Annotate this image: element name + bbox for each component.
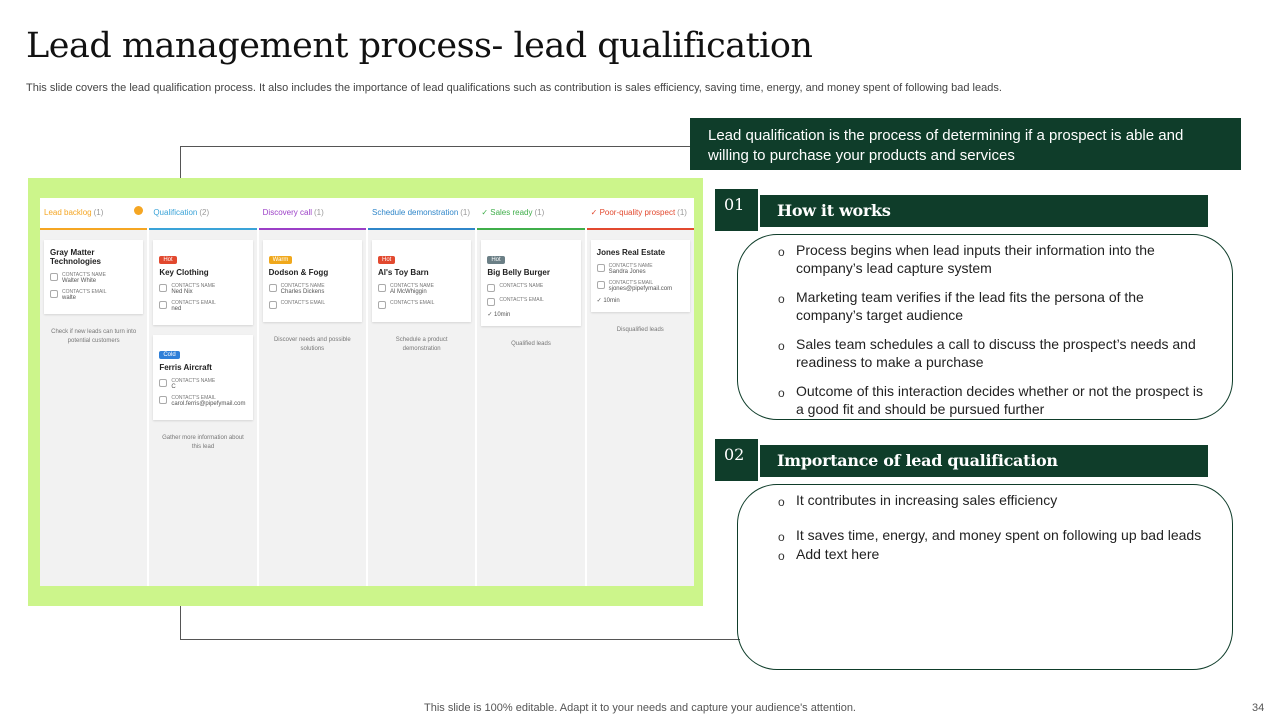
kanban-column	[477, 198, 586, 586]
field-content	[281, 300, 325, 306]
field-content	[171, 300, 215, 312]
field-label: CONTACT'S EMAIL	[62, 289, 107, 295]
connector-line-top	[180, 146, 692, 180]
contact-icon	[269, 301, 277, 309]
contact-icon	[159, 284, 167, 292]
card-field	[159, 300, 246, 312]
field-label: CONTACT'S EMAIL	[171, 395, 216, 401]
field-label: CONTACT'S EMAIL	[171, 300, 216, 306]
column-count: (1)	[677, 208, 687, 217]
card-field	[378, 300, 465, 309]
connector-line-bottom	[180, 604, 740, 640]
column-title: Schedule demonstration	[371, 208, 459, 217]
contact-icon	[378, 284, 386, 292]
column-note: Schedule a product demonstration	[395, 337, 448, 352]
list-item: o Add text here	[778, 545, 1208, 563]
contact-icon	[487, 298, 495, 306]
section-heading-how-it-works: How it works	[760, 195, 1208, 227]
field-content	[62, 289, 106, 301]
column-header[interactable]	[40, 198, 147, 230]
field-content	[171, 378, 215, 390]
footer-note: This slide is 100% editable. Adapt it to your needs and capture your audience's attention.	[424, 702, 856, 714]
field-content	[609, 263, 653, 275]
how-it-works-list	[737, 234, 1233, 420]
priority-badge: Hot	[378, 256, 395, 264]
card-field	[50, 289, 137, 301]
field-content	[390, 283, 434, 295]
card-field	[378, 283, 465, 295]
list-item: o Sales team schedules a call to discuss the prospect’s needs and readiness to make a purchase	[778, 335, 1208, 371]
column-header[interactable]	[259, 198, 366, 230]
kanban-column	[149, 198, 258, 586]
field-content	[281, 283, 325, 295]
kanban-column	[587, 198, 694, 586]
field-value: walte	[62, 295, 77, 301]
section-number-02: 02	[715, 439, 758, 481]
list-item: o Outcome of this interaction decides whether or not the prospect is a good fit and should be pursued further	[778, 382, 1208, 418]
page-number: 34	[1252, 702, 1265, 714]
contact-icon	[159, 396, 167, 404]
card-field	[159, 378, 246, 390]
field-label: CONTACT'S NAME	[499, 283, 544, 289]
column-title: ✓ Poor-quality prospect	[590, 208, 676, 217]
column-title: Discovery call	[262, 208, 312, 217]
field-label: CONTACT'S EMAIL	[499, 297, 544, 303]
field-label: CONTACT'S EMAIL	[608, 280, 654, 286]
card-field	[50, 272, 137, 284]
definition-box: Lead qualification is the process of determining if a prospect is able and willing to purchase your products and services	[690, 118, 1241, 170]
lead-card[interactable]	[481, 240, 580, 326]
card-field	[487, 297, 574, 306]
column-title: Qualification	[153, 208, 198, 217]
field-label: CONTACT'S NAME	[280, 283, 325, 289]
field-content	[171, 395, 245, 407]
column-note: Discover needs and possible solutions	[273, 337, 351, 352]
column-count: (1)	[460, 208, 471, 217]
field-value: Walter White	[62, 278, 97, 284]
card-title: Jones Real Estate	[596, 248, 666, 257]
field-value: ned	[171, 306, 182, 312]
field-content	[499, 297, 543, 303]
section-heading-importance: Importance of lead qualification	[760, 445, 1208, 477]
field-value: carol.ferris@pipefymail.com	[171, 401, 246, 407]
list-item: o Process begins when lead inputs their information into the company’s lead capture system	[778, 241, 1208, 277]
column-note: Gather more information about this lead	[162, 435, 244, 450]
field-label: CONTACT'S NAME	[171, 283, 216, 289]
add-icon[interactable]	[134, 206, 143, 215]
column-header[interactable]	[477, 198, 584, 230]
card-field	[269, 283, 356, 295]
column-note: Check if new leads can turn into potential customers	[51, 329, 137, 344]
field-content	[609, 280, 672, 292]
column-header[interactable]	[368, 198, 475, 230]
contact-icon	[50, 273, 58, 281]
column-title: Lead backlog	[44, 208, 92, 217]
field-content	[62, 272, 106, 284]
contact-icon	[159, 379, 167, 387]
kanban-column	[259, 198, 368, 586]
field-label: CONTACT'S NAME	[62, 272, 106, 278]
column-header[interactable]	[149, 198, 256, 230]
priority-badge: Hot	[487, 256, 504, 264]
card-field	[597, 280, 684, 292]
field-content	[499, 283, 543, 289]
card-field	[597, 263, 684, 275]
card-title: Ferris Aircraft	[159, 363, 212, 372]
column-title: ✓ Sales ready	[481, 208, 533, 217]
column-count: (1)	[93, 208, 104, 217]
lead-card[interactable]	[44, 240, 143, 314]
page-title: Lead management process- lead qualification	[26, 26, 813, 66]
card-title: Big Belly Burger	[487, 268, 550, 277]
priority-badge: Hot	[159, 256, 176, 264]
column-note: Disqualified leads	[616, 327, 664, 333]
field-value: C	[171, 384, 176, 390]
card-field	[159, 395, 246, 407]
kanban-board	[40, 198, 694, 586]
slide-description: This slide covers the lead qualification process. It also includes the importance of lead qualifications such as contribution is sales efficiency, saving time, energy, and money spent of following bad leads.	[26, 82, 1002, 94]
field-label: CONTACT'S NAME	[389, 283, 434, 289]
contact-icon	[597, 264, 605, 272]
section-number-01: 01	[715, 189, 758, 231]
field-value: sjones@pipefymail.com	[608, 286, 673, 292]
lead-card[interactable]	[153, 240, 252, 325]
contact-icon	[597, 281, 605, 289]
field-label: CONTACT'S EMAIL	[280, 300, 326, 306]
column-note: Qualified leads	[511, 341, 551, 347]
importance-list	[737, 484, 1233, 670]
kanban-column	[40, 198, 149, 586]
contact-icon	[159, 301, 167, 309]
lead-card[interactable]	[591, 240, 690, 312]
field-label: CONTACT'S NAME	[608, 263, 653, 269]
card-field	[487, 283, 574, 292]
column-count: (1)	[314, 208, 324, 217]
list-item: o Marketing team verifies if the lead fits the persona of the company’s target audience	[778, 288, 1208, 324]
field-content	[390, 300, 434, 306]
priority-badge: Warm	[269, 256, 293, 264]
contact-icon	[378, 301, 386, 309]
list-item: o It saves time, energy, and money spent on following up bad leads	[778, 526, 1208, 544]
column-count: (1)	[534, 208, 545, 217]
lead-card[interactable]	[153, 335, 252, 420]
field-label: CONTACT'S NAME	[171, 378, 216, 384]
card-title: Dodson & Fogg	[268, 268, 329, 277]
card-meta: ✓ 10min	[487, 312, 511, 318]
list-item: o It contributes in increasing sales efficiency	[778, 491, 1208, 509]
column-header[interactable]	[587, 198, 694, 230]
card-title: Key Clothing	[159, 268, 209, 277]
contact-icon	[50, 290, 58, 298]
field-value: Ned Nix	[171, 289, 193, 295]
contact-icon	[487, 284, 495, 292]
field-content	[171, 283, 215, 295]
contact-icon	[269, 284, 277, 292]
field-value: Charles Dickens	[280, 289, 325, 295]
kanban-column	[368, 198, 477, 586]
card-title: Gray Matter Technologies	[50, 248, 101, 266]
card-field	[269, 300, 356, 309]
card-meta: ✓ 10min	[596, 298, 620, 304]
priority-badge: Cold	[159, 351, 179, 359]
field-value: Al McWhiggin	[389, 289, 427, 295]
card-title: Al's Toy Barn	[377, 268, 429, 277]
card-field	[159, 283, 246, 295]
field-value: Sandra Jones	[608, 269, 646, 275]
column-count: (2)	[199, 208, 210, 217]
field-label: CONTACT'S EMAIL	[389, 300, 435, 306]
lead-card[interactable]	[263, 240, 362, 322]
lead-card[interactable]	[372, 240, 471, 322]
